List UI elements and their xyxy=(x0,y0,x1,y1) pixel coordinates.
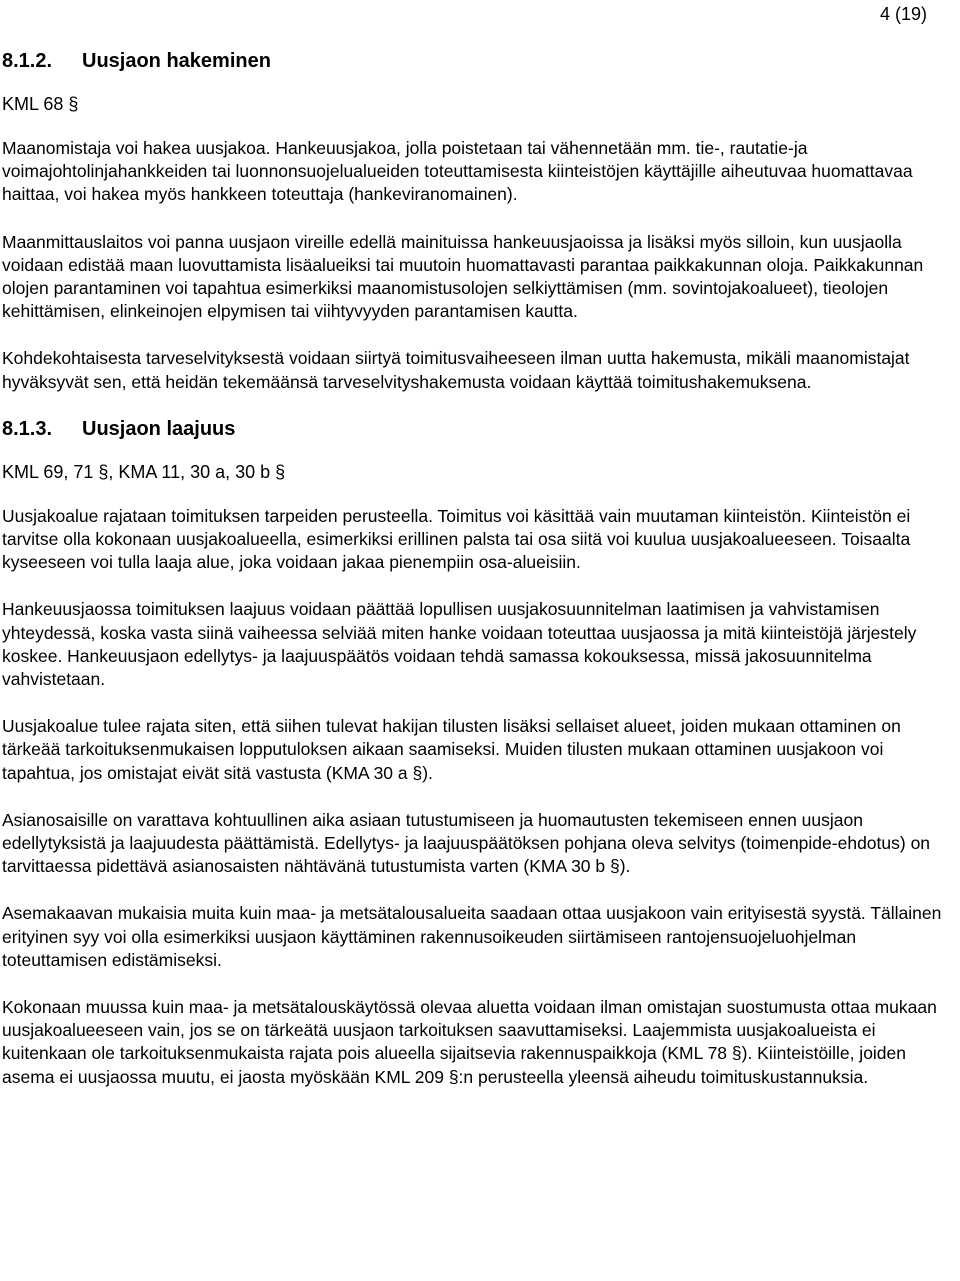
document-body xyxy=(2,47,958,1089)
paragraph: Uusjakoalue rajataan toimituksen tarpeiden perusteella. Toimitus voi käsittää vain muutaman kiinteistön. Kiinteistön ei tarvitse olla kokonaan uusjakoalueella, esimerkiksi erillinen palsta tai osa siitä voi kuulua uusjakoalueeseen. Toisaalta kyseeseen voi tulla laaja alue, joka voidaan jakaa pienempiin osa-alueisiin. xyxy=(2,505,911,573)
paragraph: Asianosaisille on varattava kohtuullinen aika asiaan tutustumiseen ja huomautusten tekemiseen ennen uusjaon edellytyksistä ja laajuudesta päättämistä. Edellytys- ja laajuuspäätöksen pohjana oleva selvitys (toimenpide-ehdotus) on tarvittaessa pidettävä asianosaisten nähtävänä tutustumista varten (KMA 30 b §). xyxy=(2,809,931,877)
section-title: Uusjaon hakeminen xyxy=(82,50,271,72)
paragraph: Maanmittauslaitos voi panna uusjaon vireille edellä mainituissa hankeuusjaoissa ja lisäksi myös silloin, kun uusjaolla voidaan edistää maan luovuttamista lisäalueiksi tai muutoin huomattavasti parantaa paikkakunnan oloja. Paikkakunnan olojen parantaminen voi tapahtua esimerkiksi maanomistusolojen selkiyttämisen (mm. sovintojakoalueet), tieolojen kehittämisen, elinkeinojen elpymisen tai viihtyvyyden parantamisen kautta. xyxy=(2,231,924,322)
paragraph: Kohdekohtaisesta tarveselvityksestä voidaan siirtyä toimitusvaiheeseen ilman uutta hakemusta, mikäli maanomistajat hyväksyvät sen, että heidän tekemäänsä tarveselvityshakemusta voidaan käyttää toimitushakemuksena. xyxy=(2,348,910,392)
section-title: Uusjaon laajuus xyxy=(82,417,236,440)
paragraph: Kokonaan muussa kuin maa- ja metsätalouskäytössä olevaa aluetta voidaan ilman omistajan suostumusta ottaa mukaan uusjakoalueeseen vain, jos se on tärkeätä uusjaon tarkoituksen saavuttamiseksi. Laajemmista uusjakoalueista ei kuitenkaan ole tarkoituksenmukaista rajata pois alueella sijaitsevia rakennuspaikkoja (KML 78 §). Kiinteistöille, joiden asema ei uusjaossa muutu, ei jaosta myöskään KML 209 §:n perusteella yleensä aiheudu toimituskustannuksia. xyxy=(2,997,937,1087)
law-reference: KML 68 § xyxy=(2,94,79,114)
paragraph: Uusjakoalue tulee rajata siten, että siihen tulevat hakijan tilusten lisäksi sellaiset alueet, joiden mukaan ottaminen on tärkeää tarkoituksenmukaisen lopputuloksen aikaan saamiseksi. Muiden tilusten mukaan ottaminen uusjakoon voi tapahtua, jos omistajat eivät sitä vastusta (KMA 30 a §). xyxy=(2,716,901,783)
page-number: 4 (19) xyxy=(879,4,927,24)
section-number: 8.1.3. xyxy=(2,417,53,440)
paragraph: Asemakaavan mukaisia muita kuin maa- ja metsätalousalueita saadaan ottaa uusjakoon vain erityisestä syystä. Tällainen erityinen syy voi olla esimerkiksi uusjaon käyttäminen rakennusoikeuden siirtämiseen rantojensuojeluohjelman toteuttamisen edistämiseksi. xyxy=(2,903,942,970)
section-heading-8-1-3 xyxy=(2,415,958,443)
paragraph: Maanomistaja voi hakea uusjakoa. Hankeuusjakoa, jolla poistetaan tai vähennetään mm. tie-, rautatie-ja voimajohtolinjahankkeiden tai luonnonsuojelualueiden toteuttamisesta kiinteistöjen käyttäjille aiheutuvaa huomattavaa haittaa, voi hakea myös hankkeen toteuttaja (hankeviranomainen). xyxy=(2,138,913,205)
law-reference: KML 69, 71 §, KMA 11, 30 a, 30 b § xyxy=(2,461,286,482)
section-heading-8-1-2 xyxy=(2,47,958,75)
paragraph: Hankeuusjaossa toimituksen laajuus voidaan päättää lopullisen uusjakosuunnitelman laatimisen ja vahvistamisen yhteydessä, koska vasta siinä vaiheessa selviää miten hanke voidaan toteuttaa uusjaossa ja mitä kiinteistöjä järjestely koskee. Hankeuusjaon edellytys- ja laajuuspäätös voidaan tehdä samassa kokouksessa, missä jakosuunnitelma vahvistetaan. xyxy=(2,599,917,690)
section-number: 8.1.2. xyxy=(2,50,53,72)
